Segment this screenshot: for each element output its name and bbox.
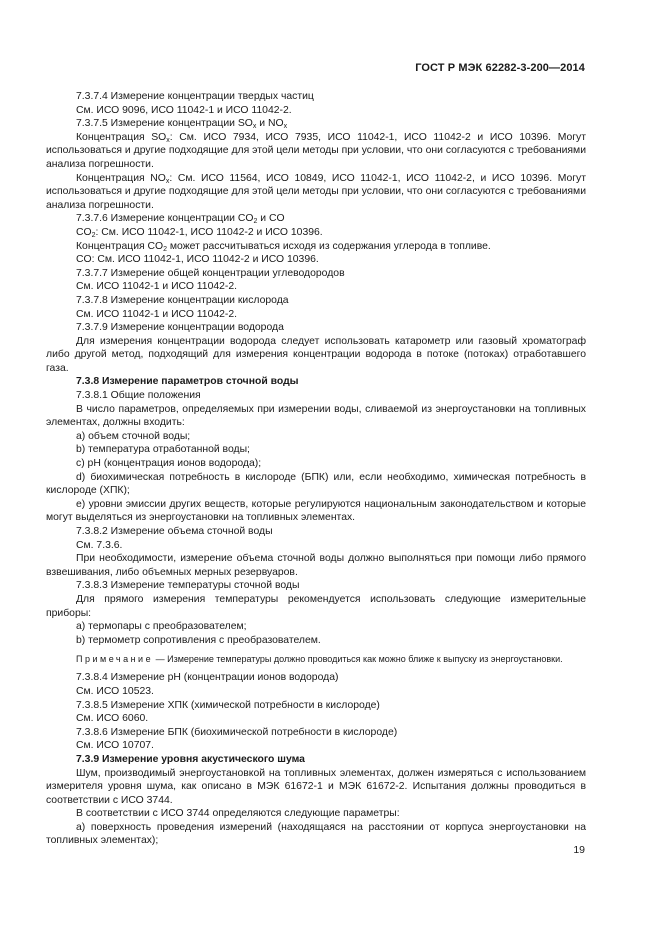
paragraph: В соответствии с ИСО 3744 определяются следующие параметры:	[76, 808, 400, 820]
subsection-title: 7.3.8.4 Измерение pH (концентрации ионов водорода)	[76, 672, 339, 684]
subsection-title: 7.3.7.6 Измерение концентрации $CO_2$ и CO	[76, 213, 285, 226]
paragraph: Для измерения концентрации водорода следует использовать катарометр или газовый хроматограф либо другой метод, подходящий для измерения концентрации водорода в потоке (потоках) отработавшего газа.	[46, 335, 586, 374]
subsection-title: 7.3.8.2 Измерение объема сточной воды	[76, 526, 273, 537]
subsection-title: 7.3.8.6 Измерение БПК (биохимической потребности в кислороде)	[76, 726, 398, 738]
subsection-title: 7.3.8.5 Измерение ХПК (химической потребности в кислороде)	[76, 699, 380, 711]
list-item: a) поверхность проведения измерений (находящаяся на расстоянии от корпуса энергоустановки на топливных элементах);	[46, 821, 586, 847]
paragraph: Для прямого измерения температуры рекомендуется использовать следующие измерительные приборы:	[46, 593, 586, 619]
section-title: 7.3.8 Измерение параметров сточной воды	[76, 376, 299, 388]
list-item: a) термопары с преобразователем;	[76, 621, 247, 633]
subsection-title: 7.3.7.7 Измерение общей концентрации углеводородов	[76, 267, 345, 279]
subsection-title: 7.3.8.3 Измерение температуры сточной воды	[76, 580, 300, 592]
paragraph: Концентрация $SO_x$: См. ИСО 7934, ИСО 7935, ИСО 11042-1, ИСО 11042-2 и ИСО 10396. Могут использоваться и другие подходящие для этой цели методы при условии, что они согласуются с требованиями анализа погрешности.	[46, 131, 586, 170]
reference-line: См. ИСО 10707.	[76, 740, 154, 752]
reference-line: См. ИСО 9096, ИСО 11042-1 и ИСО 11042-2.	[76, 104, 292, 116]
note-label: Примечание	[76, 654, 154, 665]
page-body	[46, 90, 586, 848]
list-item: d) биохимическая потребность в кислороде (БПК) или, если необходимо, химическая потребность в кислороде (ХПК);	[46, 471, 586, 497]
reference-line: См. ИСО 6060.	[76, 713, 149, 725]
list-item: a) объем сточной воды;	[76, 430, 191, 442]
reference-line: См. ИСО 10523.	[76, 685, 154, 697]
section-title: 7.3.9 Измерение уровня акустического шума	[76, 753, 305, 765]
paragraph: Концентрация $CO_2$ может рассчитываться исходя из содержания углерода в топливе.	[76, 240, 491, 253]
note-text: — Измерение температуры должно проводиться как можно ближе к выпуску из энергоустановки.	[153, 654, 563, 665]
subsection-title: 7.3.7.8 Измерение концентрации кислорода	[76, 294, 289, 306]
standard-header: ГОСТ Р МЭК 62282-3-200—2014	[415, 62, 585, 74]
paragraph: Концентрация $NO_x$: См. ИСО 11564, ИСО 10849, ИСО 11042-1, ИСО 11042-2, и ИСО 10396. Могут использоваться и другие подходящие для этой цели методы при условии, что они согласуются с требованиями анализа погрешности.	[46, 172, 587, 211]
reference-line: $CO_2$: См. ИСО 11042-1, ИСО 11042-2 и ИСО 10396.	[76, 226, 323, 239]
subsection-title: 7.3.7.5 Измерение концентрации $SO_x$ и $NO_x$	[76, 118, 288, 131]
subsection-title: 7.3.8.1 Общие положения	[76, 390, 201, 402]
list-item: b) термометр сопротивления с преобразователем.	[76, 634, 321, 646]
list-item: c) pH (концентрация ионов водорода);	[76, 458, 262, 470]
reference-line: CO: См. ИСО 11042-1, ИСО 11042-2 и ИСО 10396.	[76, 254, 319, 266]
list-item: e) уровни эмиссии других веществ, которые регулируются национальным законодательством и которые могут выделяться из энергоустановки на топливных элементах.	[46, 498, 586, 524]
reference-line: См. ИСО 11042-1 и ИСО 11042-2.	[76, 281, 238, 293]
paragraph: Шум, производимый энергоустановкой на топливных элементах, должен измеряться с использованием измерителя уровня шума, как описано в МЭК 61672-1 и МЭК 61672-2. Испытания должны проводиться в соответствии с ИСО 3744.	[46, 767, 586, 806]
note	[46, 653, 586, 665]
page-number: 19	[573, 844, 585, 856]
paragraph: При необходимости, измерение объема сточной воды должно выполняться при помощи либо прямого взвешивания, либо объемных мерных резервуаров.	[46, 553, 586, 578]
list-item: b) температура отработанной воды;	[76, 444, 250, 456]
subsection-title: 7.3.7.4 Измерение концентрации твердых частиц	[76, 91, 314, 102]
reference-line: См. 7.3.6.	[76, 539, 123, 551]
subsection-title: 7.3.7.9 Измерение концентрации водорода	[76, 322, 284, 334]
paragraph: В число параметров, определяемых при измерении воды, сливаемой из энергоустановки на топливных элементах, должны входить:	[46, 403, 586, 429]
reference-line: См. ИСО 11042-1 и ИСО 11042-2.	[76, 308, 238, 320]
